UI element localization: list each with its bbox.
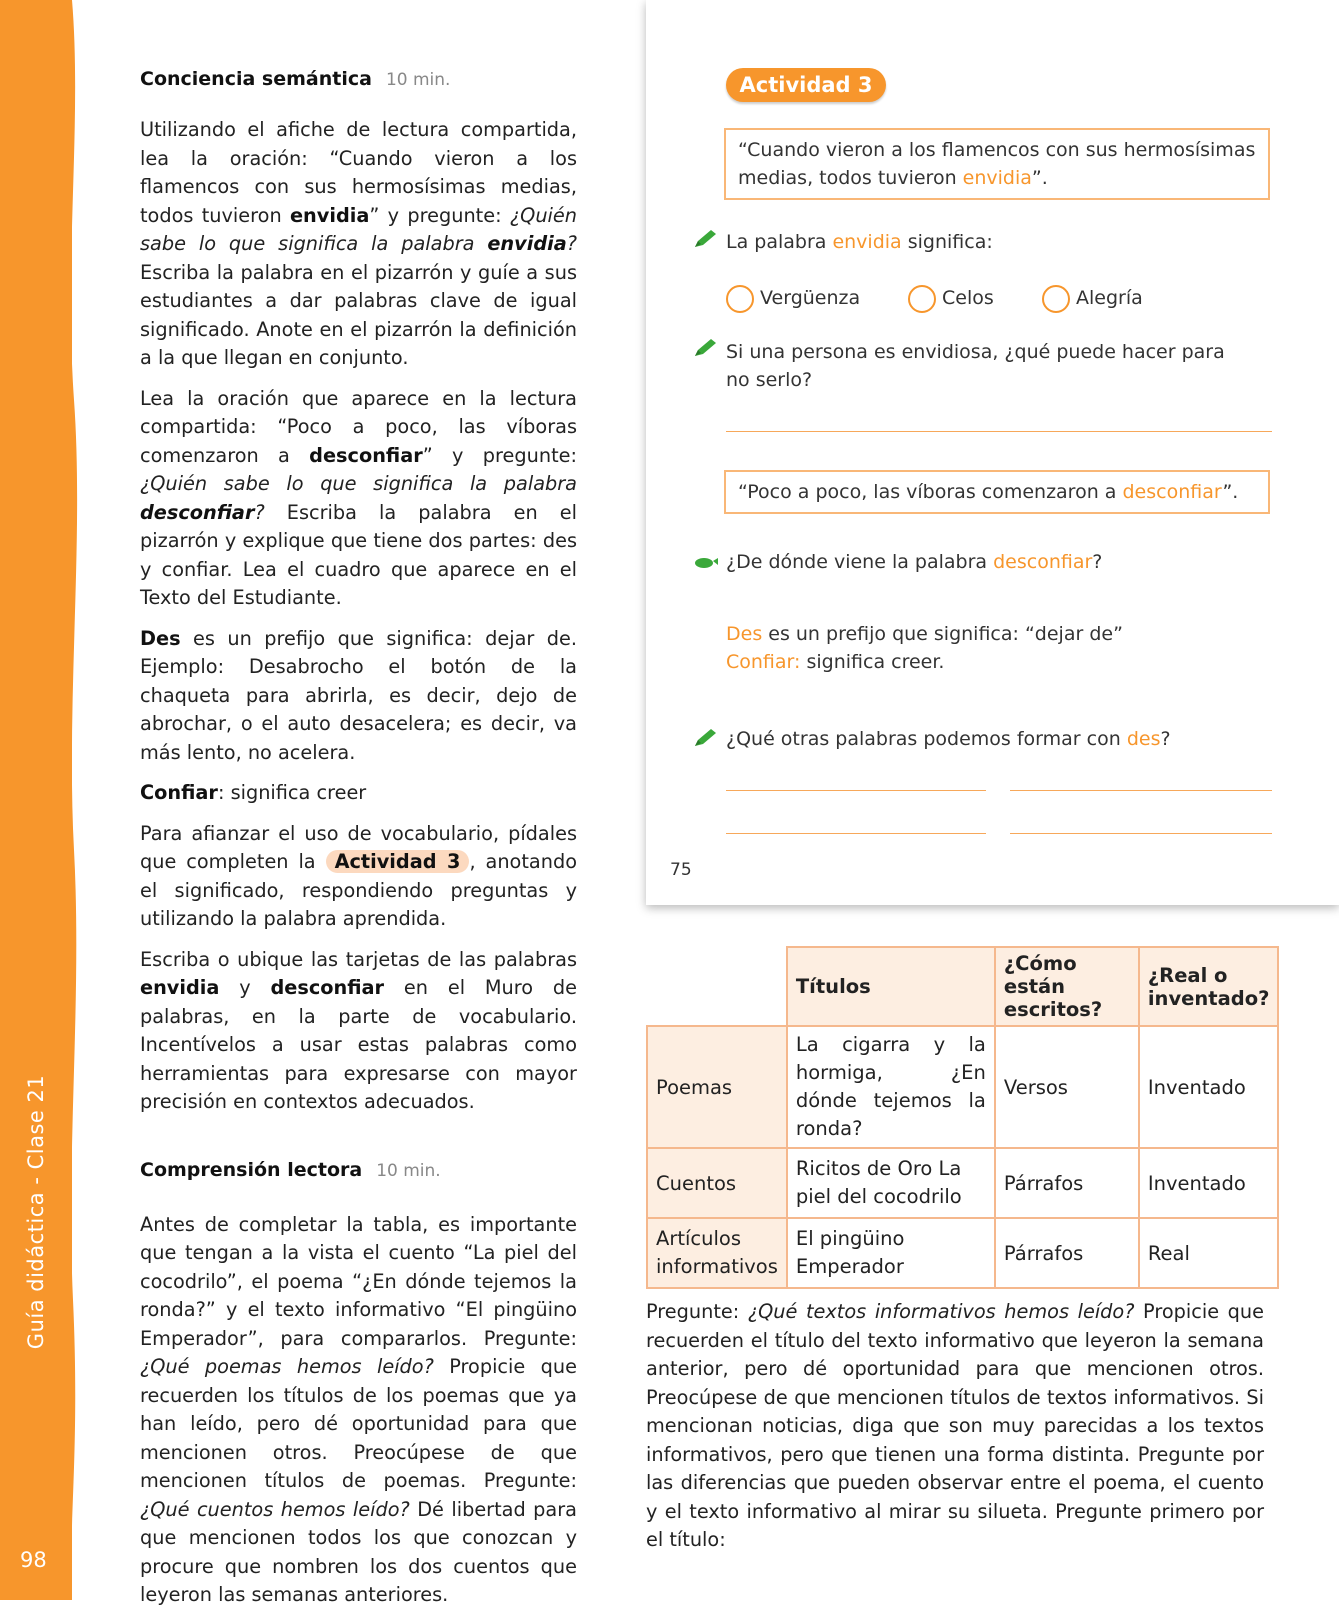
row-real: Inventado	[1139, 1026, 1279, 1148]
pencil-icon	[693, 229, 719, 249]
row-how: Párrafos	[995, 1218, 1139, 1288]
table-row	[647, 1148, 1278, 1218]
section-heading-comprehension	[140, 1159, 577, 1181]
row-real: Real	[1139, 1218, 1279, 1288]
table-row	[647, 1026, 1278, 1148]
activity-badge: Actividad 3	[726, 68, 886, 102]
student-book-page	[646, 0, 1339, 905]
quote-box-envidia: “Cuando vieron a los flamencos con sus hermosísimas medias, todos tuvieron envidia”.	[724, 128, 1270, 200]
table-header: ¿Real o inventado?	[1139, 947, 1279, 1026]
row-title: Ricitos de Oro La piel del cocodrilo	[787, 1148, 995, 1218]
info-confiar: Confiar: significa creer.	[726, 651, 945, 673]
activity-highlight: Actividad 3	[326, 850, 470, 873]
answer-line[interactable]	[726, 790, 986, 791]
table-corner	[647, 947, 787, 1026]
paragraph-envidia: Utilizando el afiche de lectura compartida, lea la oración: “Cuando vieron a los flamencos con sus hermosísimas medias, todos tuvieron envidia” y pregunte: ¿Quién sabe lo que significa la palabra envidia? Escriba la palabra en el pizarrón y guíe a sus estudiantes a dar palabras clave de igual significado. Anote en el pizarrón la definición a la que llegan en conjunto.	[140, 118, 577, 369]
question-origin-desconfiar: ¿De dónde viene la palabra desconfiar?	[726, 551, 1103, 573]
pencil-icon	[693, 728, 719, 748]
radio-circle[interactable]	[1042, 285, 1070, 313]
answer-line[interactable]	[726, 431, 1272, 432]
speech-icon	[693, 553, 719, 573]
radio-circle[interactable]	[726, 285, 754, 313]
paragraph-prefix-des: Des es un prefijo que significa: dejar de. Ejemplo: Desabrocho el botón de la chaqueta para abrirla, es decir, dejo de abrochar, o el auto desacelera; es decir, va más lento, no acelera.	[140, 626, 577, 764]
table-header: ¿Cómo están escritos?	[995, 947, 1139, 1026]
paragraph-comprehension: Antes de completar la tabla, es importante que tengan a la vista el cuento “La piel del cocodrilo”, el poema “¿En dónde tejemos la ronda?” y el texto informativo “El pingüino Emperador”, para compararlos. Pregunte: ¿Qué poemas hemos leído? Propicie que recuerden los títulos de los poemas que ya han leído, pero dé oportunidad para que mencionen otros. Preocúpese de que mencionen títulos de poemas. Pregunte: ¿Qué cuentos hemos leído? Dé libertad para que mencionen todos los que conozcan y procure que nombren los dos cuentos que leyeron las semanas anteriores.	[140, 1212, 577, 1606]
table-row	[647, 1218, 1278, 1288]
paragraph-confiar: Confiar: significa creer	[140, 781, 367, 804]
radio-circle[interactable]	[908, 285, 936, 313]
sidebar-wave	[60, 0, 90, 1600]
question-envidia-meaning: La palabra envidia significa:	[726, 231, 993, 253]
option-verguenza[interactable]: Vergüenza	[726, 283, 860, 313]
answer-line[interactable]	[1010, 833, 1272, 834]
row-title: La cigarra y la hormiga, ¿En dónde tejemos la ronda?	[787, 1026, 995, 1148]
paragraph-informative-texts: Pregunte: ¿Qué textos informativos hemos leído? Propicie que recuerden el título del texto informativo que leyeron la semana anterior, pero dé oportunidad para que mencionen otros. Preocúpese de que mencionen títulos de textos informativos. Si mencionan noticias, diga que son muy parecidas a los textos informativos, pero que tienen una forma distinta. Pregunte por las diferencias que pueden observar entre el poema, el cuento y el texto informativo al mirar su silueta. Pregunte primero por el título:	[646, 1300, 1264, 1551]
sidebar-guide-label: Guía didáctica - Clase 21	[24, 1074, 48, 1350]
teacher-guide-column	[140, 68, 577, 1622]
question-envidioso: Si una persona es envidiosa, ¿qué puede hacer para no serlo?	[726, 341, 1225, 391]
option-alegria[interactable]: Alegría	[1042, 283, 1143, 313]
section-time: 10 min.	[376, 1160, 441, 1181]
row-title: El pingüino Emperador	[787, 1218, 995, 1288]
paragraph-activity: Para afianzar el uso de vocabulario, pídales que completen la Actividad 3 , anotando el significado, respondiendo preguntas y utilizando la palabra aprendida.	[140, 821, 577, 930]
paragraph-desconfiar: Lea la oración que aparece en la lectura compartida: “Poco a poco, las víboras comenzaron a desconfiar” y pregunte: ¿Quién sabe lo que significa la palabra desconfiar? Escriba la palabra en el pizarrón y explique que tiene dos partes: des y confiar. Lea el cuadro que aparece en el Texto del Estudiante.	[140, 386, 577, 609]
section-time: 10 min.	[385, 70, 451, 90]
row-type: Artículos informativos	[647, 1218, 787, 1288]
answer-line[interactable]	[726, 833, 986, 834]
question-other-words: ¿Qué otras palabras podemos formar con des?	[726, 728, 1171, 750]
row-how: Versos	[995, 1026, 1139, 1148]
section-title: Comprensión lectora	[140, 1158, 363, 1181]
row-type: Cuentos	[647, 1148, 787, 1218]
row-how: Párrafos	[995, 1148, 1139, 1218]
text-types-table	[646, 946, 1279, 1289]
option-celos[interactable]: Celos	[908, 283, 994, 313]
info-prefix-des: Des es un prefijo que significa: “dejar de”	[726, 623, 1123, 645]
quote-box-desconfiar: “Poco a poco, las víboras comenzaron a desconfiar”.	[724, 470, 1270, 514]
paragraph-word-wall: Escriba o ubique las tarjetas de las palabras envidia y desconfiar en el Muro de palabras, en la parte de vocabulario. Incentívelos a usar estas palabras como herramientas para expresarse con mayor precisión en contextos adecuados.	[140, 947, 577, 1113]
pencil-icon	[693, 338, 719, 358]
section-heading-semantic	[140, 68, 577, 90]
table-header: Títulos	[787, 947, 995, 1026]
book-page-number: 75	[670, 860, 692, 880]
left-page-number: 98	[20, 1548, 47, 1572]
answer-line[interactable]	[1010, 790, 1272, 791]
table-header-row	[647, 947, 1278, 1026]
section-title: Conciencia semántica	[140, 68, 372, 90]
row-type: Poemas	[647, 1026, 787, 1148]
row-real: Inventado	[1139, 1148, 1279, 1218]
